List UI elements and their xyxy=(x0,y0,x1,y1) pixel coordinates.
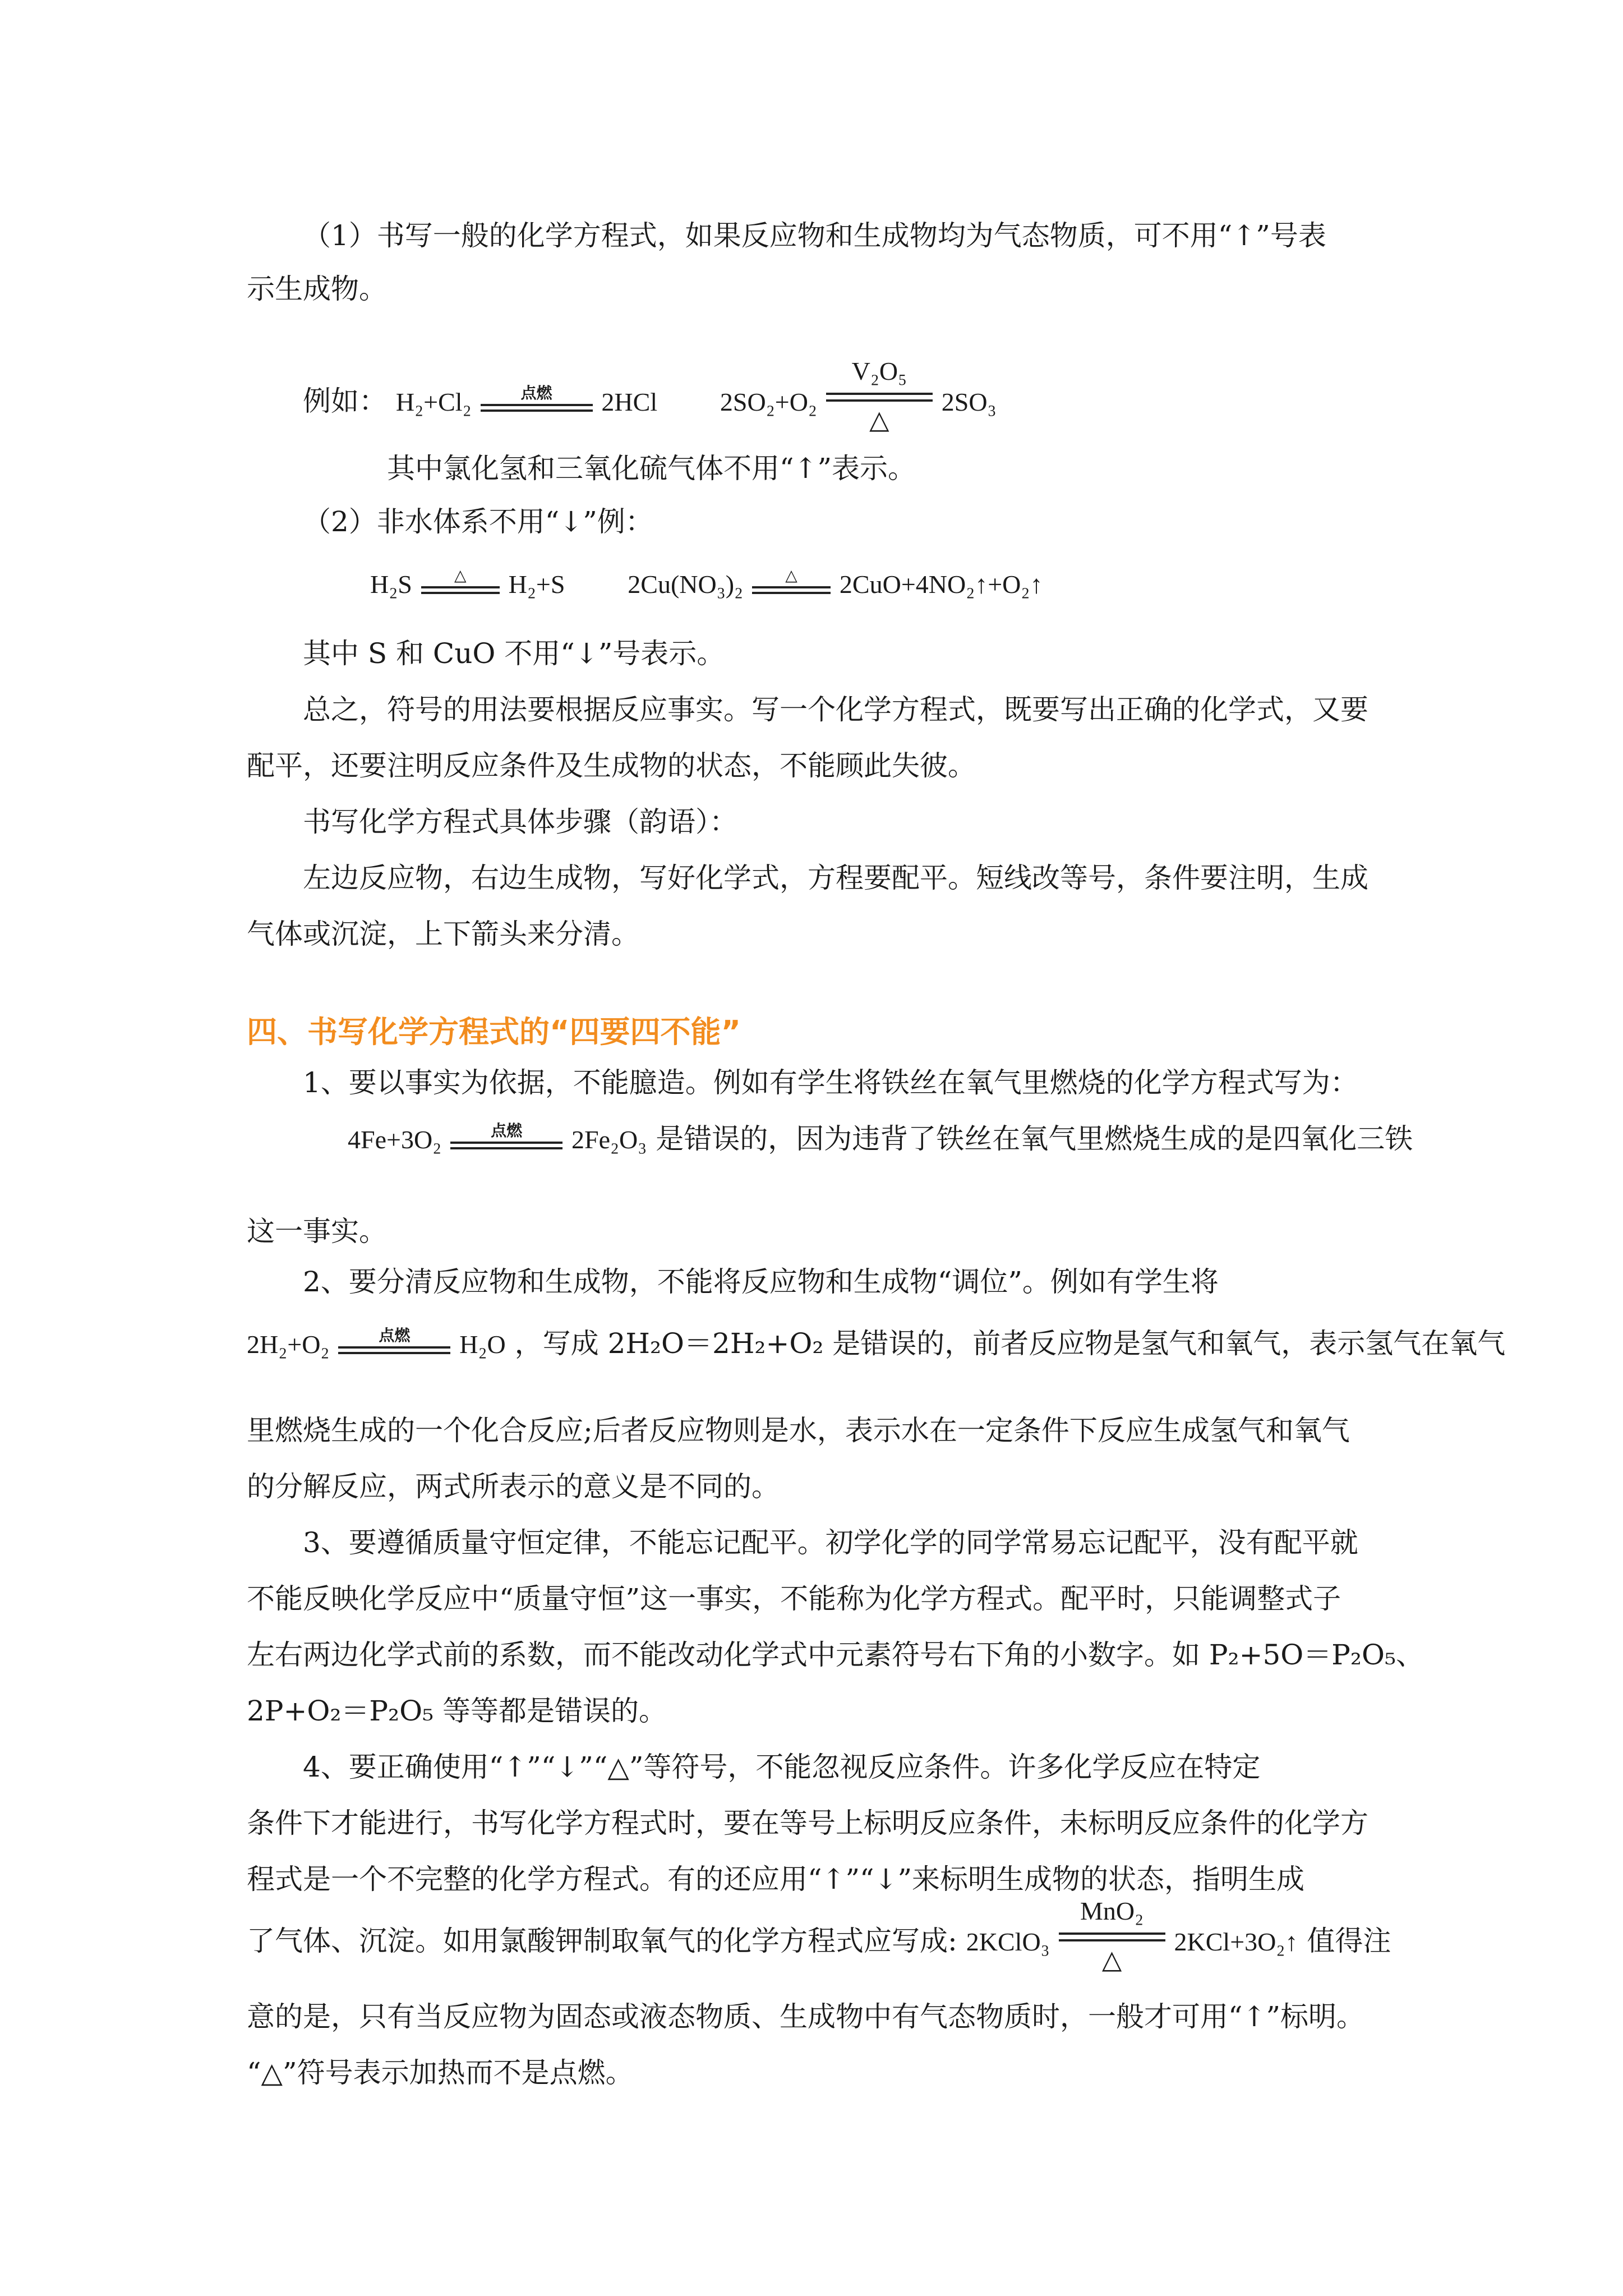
condition-ignite: 点燃 xyxy=(491,1121,523,1140)
rule-1-line-3: 这一事实。 xyxy=(247,1215,387,1248)
steps-line-1: 左边反应物，右边生成物，写好化学式，方程要配平。短线改等号，条件要注明，生成 xyxy=(303,862,1368,894)
heat-triangle-icon: △ xyxy=(869,404,889,435)
equation-hcl-sign xyxy=(481,384,593,423)
equation-kclo3-right: 2KCl+3O₂↑ xyxy=(1174,1927,1298,1956)
rule-2-line-3: 里燃烧生成的一个化合反应;后者反应物则是水，表示水在一定条件下反应生成氢气和氧气 xyxy=(247,1414,1350,1447)
note-1: 其中氯化氢和三氧化硫气体不用“↑”表示。 xyxy=(387,452,916,485)
rule-3-line-1: 3、要遵循质量守恒定律，不能忘记配平。初学化学的同学常易忘记配平，没有配平就 xyxy=(303,1526,1358,1559)
equation-so3-sign xyxy=(826,350,933,457)
catalyst-v2o5: V₂O₅ xyxy=(851,357,907,385)
rule-4-line-5: 意的是，只有当反应物为固态或液态物质、生成物中有气态物质时，一般才可用“↑”标明。 xyxy=(247,2000,1365,2033)
heat-triangle-icon: △ xyxy=(454,566,467,585)
steps-line-2: 气体或沉淀，上下箭头来分清。 xyxy=(247,918,639,950)
rule-2-line-2-text: ，写成 2H₂O＝2H₂+O₂ 是错误的，前者反应物是氢气和氧气，表示氢气在氧气 xyxy=(514,1327,1506,1360)
equation-hcl-right: 2HCl xyxy=(601,388,658,416)
equation-cuno3-sign xyxy=(752,566,831,605)
rule-4-line-3: 程式是一个不完整的化学方程式。有的还应用“↑”“↓”来标明生成物的状态，指明生成 xyxy=(247,1863,1305,1895)
paragraph-2: （2）非水体系不用“↓”例： xyxy=(303,505,653,538)
equation-hcl-left: H₂+Cl₂ xyxy=(395,388,472,416)
equation-so3-right: 2SO₃ xyxy=(941,388,997,416)
equation-h2o-left: 2H₂+O₂ xyxy=(247,1330,330,1359)
equation-h2s-left: H₂S xyxy=(370,570,412,599)
example-1 xyxy=(303,348,997,457)
rule-1-line-1: 1、要以事实为依据，不能臆造。例如有学生将铁丝在氧气里燃烧的化学方程式写为： xyxy=(303,1066,1358,1099)
condition-ignite: 点燃 xyxy=(379,1326,411,1345)
equation-h2o-sign xyxy=(338,1326,450,1365)
section-heading: 四、书写化学方程式的“四要四不能” xyxy=(247,1014,741,1050)
rule-4-line-4-start: 了气体、沉淀。如用氯酸钾制取氧气的化学方程式应写成: xyxy=(247,1925,957,1957)
equation-fe-right: 2Fe₂O₃ xyxy=(571,1125,647,1154)
rule-1-line-2-text: 是错误的，因为违背了铁丝在氧气里燃烧生成的是四氧化三铁 xyxy=(656,1122,1413,1155)
equation-h2s-right: H₂+S xyxy=(508,570,565,599)
rule-3-line-4: 2P+O₂＝P₂O₅ 等等都是错误的。 xyxy=(247,1695,667,1727)
condition-ignite: 点燃 xyxy=(520,384,552,402)
equation-h2s-sign xyxy=(421,566,500,605)
rule-3-line-3: 左右两边化学式前的系数，而不能改动化学式中元素符号右下角的小数字。如 P₂+5O＝P₂O₅、 xyxy=(247,1639,1424,1671)
note-2: 其中 S 和 CuO 不用“↓”号表示。 xyxy=(303,637,725,670)
rule-2-line-2 xyxy=(247,1324,1505,1365)
rule-4-line-1: 4、要正确使用“↑”“↓”“△”等符号，不能忽视反应条件。许多化学反应在特定 xyxy=(303,1751,1261,1783)
summary-line-2: 配平，还要注明反应条件及生成物的状态，不能顾此失彼。 xyxy=(247,749,976,782)
equation-so3-left: 2SO₂+O₂ xyxy=(720,388,817,416)
rule-3-line-2: 不能反映化学反应中“质量守恒”这一事实，不能称为化学方程式。配平时，只能调整式子 xyxy=(247,1582,1341,1615)
equation-kclo3-left: 2KClO₃ xyxy=(966,1927,1050,1956)
steps-title: 书写化学方程式具体步骤（韵语）： xyxy=(303,806,737,838)
example-prefix: 例如： xyxy=(303,385,387,417)
rule-2-line-1: 2、要分清反应物和生成物，不能将反应物和生成物“调位”。例如有学生将 xyxy=(303,1266,1219,1298)
paragraph-1-line-2: 示生成物。 xyxy=(247,273,387,305)
rule-1-line-2 xyxy=(348,1119,1413,1161)
equation-h2o-right: H₂O xyxy=(459,1330,506,1359)
rule-2-line-4: 的分解反应，两式所表示的意义是不同的。 xyxy=(247,1470,780,1503)
rule-4-line-6: “△”符号表示加热而不是点燃。 xyxy=(247,2056,634,2089)
heat-triangle-icon: △ xyxy=(1101,1944,1122,1975)
equation-fe-left: 4Fe+3O₂ xyxy=(348,1125,442,1154)
equation-kclo3-sign xyxy=(1059,1890,1165,1996)
example-2 xyxy=(370,564,1043,605)
equation-cuno3-right: 2CuO+4NO₂↑+O₂↑ xyxy=(839,570,1043,599)
equation-cuno3-left: 2Cu(NO₃)₂ xyxy=(628,570,744,599)
equation-fe-sign xyxy=(450,1121,562,1161)
rule-4-line-4-end: 值得注 xyxy=(1307,1925,1391,1957)
summary-line-1: 总之，符号的用法要根据反应事实。写一个化学方程式，既要写出正确的化学式，又要 xyxy=(303,693,1368,726)
catalyst-mno2: MnO₂ xyxy=(1080,1897,1144,1925)
heat-triangle-icon: △ xyxy=(785,566,797,585)
paragraph-1-line-1: （1）书写一般的化学方程式，如果反应物和生成物均为气态物质，可不用“↑”号表 xyxy=(303,219,1326,252)
rule-4-line-2: 条件下才能进行，书写化学方程式时，要在等号上标明反应条件，未标明反应条件的化学方 xyxy=(247,1807,1368,1839)
rule-4-line-4 xyxy=(247,1888,1391,1996)
